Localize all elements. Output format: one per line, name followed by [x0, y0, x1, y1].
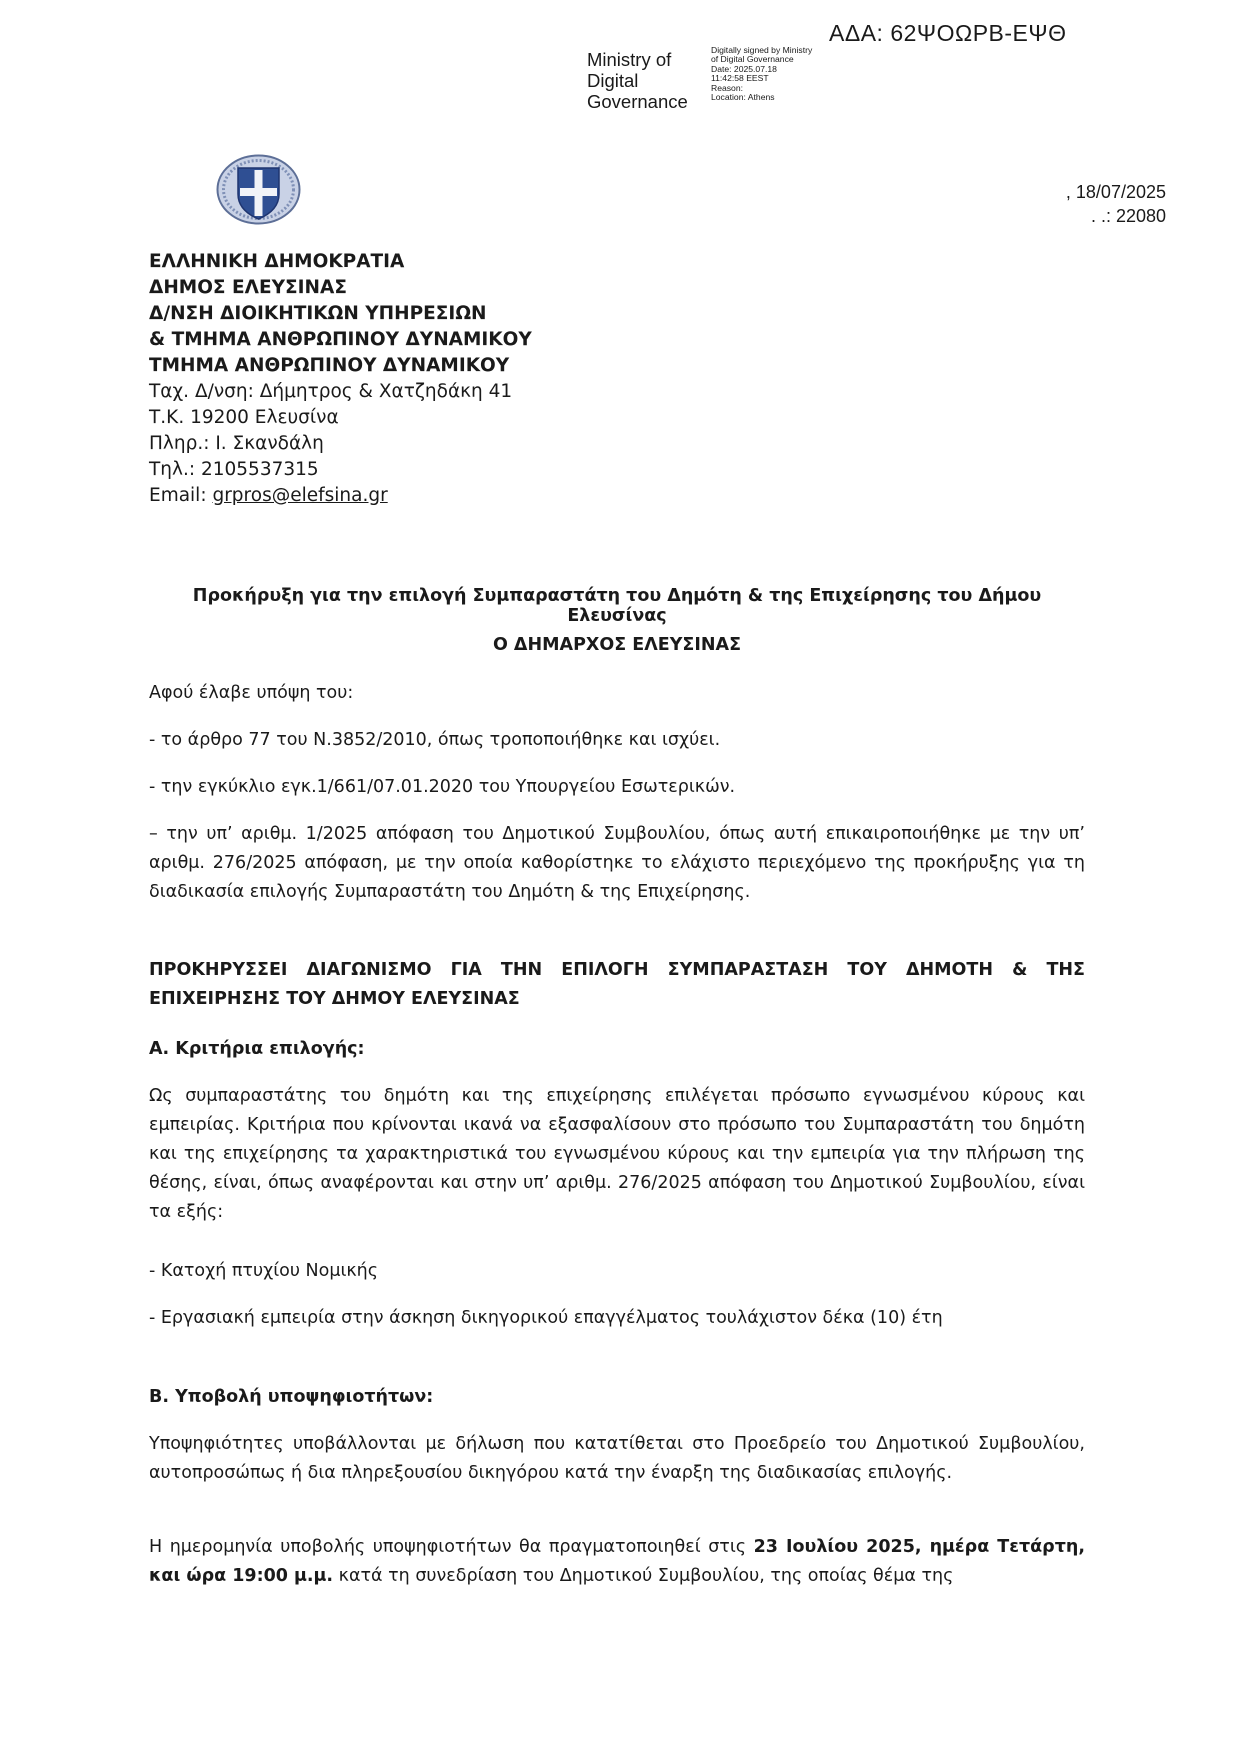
intro-text: Αφού έλαβε υπόψη του:	[149, 683, 354, 703]
signature-org-line: Digital	[587, 70, 639, 91]
consideration-item: – την υπ’ αριθμ. 1/2025 απόφαση του Δημοτικού Συμβουλίου, όπως αυτή επικαιροποιήθηκε με την υπ’ αριθμ. 276/2025 απόφαση, με την οποία καθορίστηκε το ελάχιστο περιεχόμενο της προκήρυξης για τη διαδικασία επιλογής Συμπαραστάτη του Δημότη & της Επιχείρησης.	[149, 824, 1085, 902]
requirement-item: - Εργασιακή εμπειρία στην άσκηση δικηγορικού επαγγέλματος τουλάχιστον δέκα (10) έτη	[149, 1308, 943, 1328]
address-line: Ταχ. Δ/νση: Δήμητρος & Χατζηδάκη 41	[149, 381, 513, 402]
postal-line: Τ.Κ. 19200 Ελευσίνα	[149, 407, 339, 428]
signature-detail-line: Location: Athens	[711, 92, 775, 103]
email-link[interactable]: grpros@elefsina.gr	[212, 485, 388, 506]
email-line	[149, 483, 532, 509]
signature-detail-line: Digitally signed by Ministry	[711, 45, 813, 55]
submission-text: Η ημερομηνία υποβολής υποψηφιοτήτων θα πραγματοποιηθεί στις	[149, 1537, 754, 1557]
phone-line: Τηλ.: 2105537315	[149, 459, 319, 480]
section-b-paragraph-date	[149, 1533, 1085, 1591]
signature-organization	[587, 49, 688, 112]
signature-detail-line: 11:42:58 EEST	[711, 73, 769, 84]
contact-person: Πληρ.: Ι. Σκανδάλη	[149, 433, 324, 454]
authority-line: Δ/ΝΣΗ ΔΙΟΙΚΗΤΙΚΩΝ ΥΠΗΡΕΣΙΩΝ	[149, 303, 487, 324]
announcement-heading: ΠΡΟΚΗΡΥΣΣΕΙ ΔΙΑΓΩΝΙΣΜΟ ΓΙΑ ΤΗΝ ΕΠΙΛΟΓΗ ΣΥΜΠΑΡΑΣΤΑΣΗ ΤΟΥ ΔΗΜΟΤΗ & ΤΗΣ ΕΠΙΧΕΙΡΗΣΗΣ ΤΟΥ ΔΗΜΟΥ ΕΛΕΥΣΙΝΑΣ	[149, 960, 1085, 1009]
ada-code: ΑΔΑ: 62ΨΟΩΡΒ-ΕΨΘ	[829, 20, 1067, 46]
signature-org-line: Ministry of	[587, 49, 672, 70]
signature-detail-line: of Digital Governance	[711, 54, 794, 65]
authority-line: ΕΛΛΗΝΙΚΗ ΔΗΜΟΚΡΑΤΙΑ	[149, 251, 405, 272]
authority-line: & ΤΜΗΜΑ ΑΝΘΡΩΠΙΝΟΥ ΔΥΝΑΜΙΚΟΥ	[149, 329, 532, 350]
authority-line: ΤΜΗΜΑ ΑΝΘΡΩΠΙΝΟΥ ΔΥΝΑΜΙΚΟΥ	[149, 355, 510, 376]
authority-line: ΔΗΜΟΣ ΕΛΕΥΣΙΝΑΣ	[149, 277, 347, 298]
consideration-item: - το άρθρο 77 του Ν.3852/2010, όπως τροποποιήθηκε και ισχύει.	[149, 730, 721, 750]
document-title: Προκήρυξη για την επιλογή Συμπαραστάτη του Δημότη & της Επιχείρησης του Δήμου Ελευσίνας	[192, 586, 1042, 626]
section-b-paragraph: Υποψηφιότητες υποβάλλονται με δήλωση που κατατίθεται στο Προεδρείο του Δημοτικού Συμβουλίου, αυτοπροσώπως ή δια πληρεξουσίου δικηγόρου κατά την έναρξη της διαδικασίας επιλογής.	[149, 1434, 1085, 1483]
date-protocol-block	[1066, 180, 1166, 228]
issuing-authority	[149, 249, 532, 509]
signature-detail-line: Reason:	[711, 82, 744, 93]
submission-text-end: κατά τη συνεδρίαση του Δημοτικού Συμβουλίου, της οποίας θέμα της	[333, 1566, 954, 1586]
coat-of-arms-emblem	[216, 154, 301, 225]
signature-org-line: Governance	[587, 91, 688, 112]
document-subtitle: Ο ΔΗΜΑΡΧΟΣ ΕΛΕΥΣΙΝΑΣ	[492, 635, 742, 655]
signature-detail-line: Date: 2025.07.18	[711, 63, 777, 74]
submission-date: 23 Ιουλίου 2025, ημέρα Τετάρτη, και ώρα 19:00 μ.μ.	[149, 1537, 1085, 1586]
email-label: Email:	[149, 485, 213, 506]
protocol-number: . .: 22080	[1090, 206, 1166, 226]
section-b-heading: Β. Υποβολή υποψηφιοτήτων:	[149, 1387, 434, 1407]
signature-details	[711, 46, 812, 102]
document-date: , 18/07/2025	[1065, 182, 1166, 202]
requirement-item: - Κατοχή πτυχίου Νομικής	[149, 1261, 379, 1281]
consideration-item: - την εγκύκλιο εγκ.1/661/07.01.2020 του Υπουργείου Εσωτερικών.	[149, 777, 736, 797]
section-a-heading: Α. Κριτήρια επιλογής:	[149, 1039, 365, 1059]
section-a-paragraph: Ως συμπαραστάτης του δημότη και της επιχείρησης επιλέγεται πρόσωπο εγνωσμένου κύρους και εμπειρίας. Κριτήρια που κρίνονται ικανά να εξασφαλίσουν στο πρόσωπο του Συμπαραστάτη του δημότη και της επιχείρησης τα χαρακτηριστικά του εγνωσμένου κύρους και την εμπειρία για την πλήρωση της θέσης, είναι, όπως αναφέρονται και στην υπ’ αριθμ. 276/2025 απόφαση του Δημοτικού Συμβουλίου, είναι τα εξής:	[149, 1086, 1085, 1222]
